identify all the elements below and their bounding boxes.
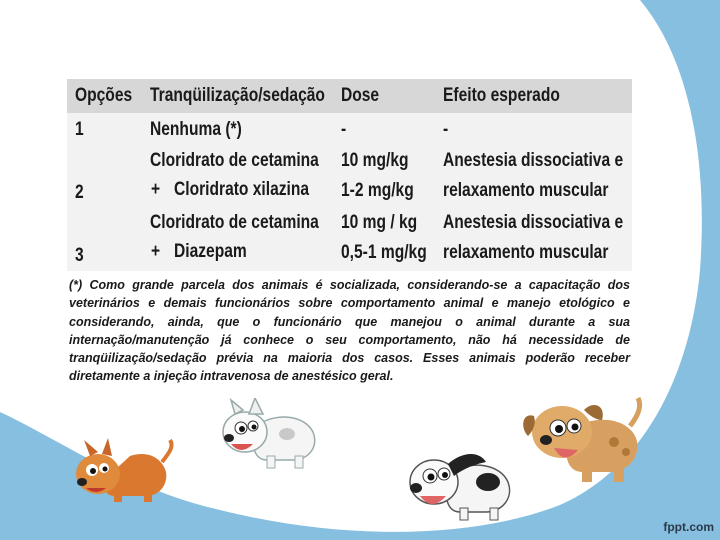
row2-option: 2 [75, 182, 84, 203]
header-dose: Dose [341, 85, 380, 106]
header-options: Opções [75, 85, 133, 106]
row1-dose: - [341, 119, 347, 140]
row1-effect: - [443, 119, 449, 140]
row2-dose-line1: 10 mg/kg [341, 150, 409, 171]
row3-dose-line2: 0,5-1 mg/kg [341, 242, 427, 263]
row3-drug-line1: Cloridrato de cetamina [150, 212, 319, 233]
row2-plus: + [151, 179, 161, 200]
fppt-brand-text: fppt.com [663, 520, 714, 534]
row3-effect-line1: Anestesia dissociativa e [443, 212, 624, 233]
row2-drug-line2: Cloridrato xilazina [174, 179, 310, 200]
orange-dog-icon [70, 438, 175, 503]
row3-effect-line2: relaxamento muscular [443, 242, 609, 263]
row2-effect-line1: Anestesia dissociativa e [443, 150, 624, 171]
brown-dog-icon [518, 392, 648, 487]
row1-drug: Nenhuma (*) [150, 119, 242, 140]
black-white-dog-icon [402, 442, 517, 522]
row2-drug-line1: Cloridrato de cetamina [150, 150, 319, 171]
document-image [67, 79, 632, 400]
header-sedation: Tranqüilização/sedação [150, 85, 325, 106]
header-expected-effect: Efeito esperado [443, 85, 560, 106]
row3-drug-line2: Diazepam [174, 241, 247, 262]
sedation-table [67, 79, 632, 271]
row1-option: 1 [75, 119, 84, 140]
footnote-text: (*) Como grande parcela dos animais é socializada, considerando-se a capacitação dos veterinários e demais funcionários sobre comportamento animal e manejo etológico e considerando, ainda, que o funcionário que manejou o animal durante a sua internação/manutenção já conhece o seu comportamento, não há necessidade de tranqüilização/sedação prévia na maioria dos casos. Esses animais poderão receber diretamente a injeção intravenosa de anestésico geral. [69, 278, 630, 384]
row3-option: 3 [75, 245, 84, 266]
white-spotted-dog-icon [215, 398, 325, 470]
row2-effect-line2: relaxamento muscular [443, 180, 609, 201]
row3-dose-line1: 10 mg / kg [341, 212, 418, 233]
row2-dose-line2: 1-2 mg/kg [341, 180, 414, 201]
row3-plus: + [151, 241, 161, 262]
